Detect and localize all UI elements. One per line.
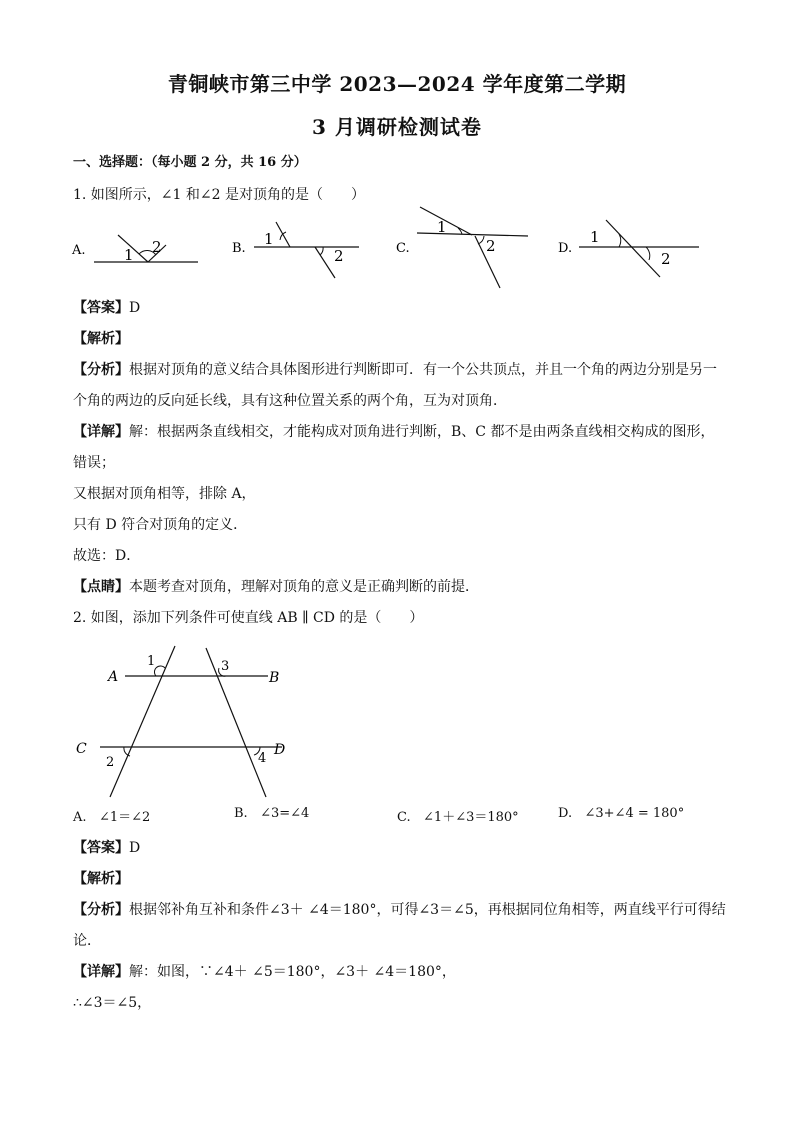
page-subtitle: 3 月调研检测试卷: [312, 115, 482, 139]
question-2-stem: 2. 如图，添加下列条件可使直线 AB ∥ CD 的是（ ）: [73, 610, 424, 626]
q1-d-transversal: [606, 220, 660, 277]
q1-d-label-1: 1: [590, 228, 600, 246]
q1-conclusion: 故选：D．: [73, 548, 141, 564]
q2-option-b: B. ∠3=∠4: [234, 806, 310, 821]
q1-option-a-letter: A.: [72, 243, 86, 258]
q2-analysis-line-1: 【分析】根据邻补角互补和条件∠3＋ ∠4＝180°，可得∠3＝∠5，再根据同位角相等，两直线平行可得结: [73, 902, 726, 918]
label-angle-4: 4: [258, 751, 267, 766]
q1-a-label-1: 1: [124, 246, 134, 264]
q2-answer: 【答案】D: [73, 840, 141, 856]
q1-option-b-letter: B.: [232, 241, 246, 256]
q2-analysis-tag: 【解析】: [73, 871, 129, 887]
q1-analysis-tag: 【解析】: [73, 331, 129, 347]
q2-option-d: D. ∠3+∠4 = 180°: [558, 806, 685, 821]
label-angle-1: 1: [147, 654, 156, 669]
q1-d-label-2: 2: [661, 250, 671, 268]
q1-analysis-line-2: 个角的两边的反向延长线，具有这种位置关系的两个角，互为对顶角．: [73, 393, 507, 409]
q2-analysis-line-2: 论．: [73, 933, 101, 949]
q1-a-label-2: 2: [152, 238, 162, 256]
q2-detail-line-1: 【详解】解：如图，∵∠4＋ ∠5＝180°，∠3＋ ∠4＝180°，: [73, 964, 456, 980]
label-a: A: [108, 669, 119, 685]
right-transversal: [206, 648, 266, 797]
q1-b-ray-lower: [315, 247, 335, 278]
q1-d-arc-2: [646, 247, 650, 260]
label-d: D: [274, 742, 286, 758]
question-2-figure: [70, 640, 310, 805]
q1-detail-line-1: 【详解】解：根据两条直线相交，才能构成对顶角进行判断，B、C 都不是由两条直线相交构成的图形，: [73, 424, 715, 440]
left-transversal: [110, 646, 175, 797]
label-angle-3: 3: [221, 659, 230, 674]
q1-option-c-letter: C.: [396, 241, 410, 256]
q1-c-base-line: [417, 233, 528, 236]
q2-option-c: C. ∠1＋∠3＝180°: [397, 810, 519, 825]
q1-d-arc-1: [619, 234, 621, 247]
q1-detail-line-2: 错误；: [73, 455, 115, 471]
section-heading: 一、选择题：（每小题 2 分，共 16 分）: [73, 155, 307, 170]
q1-answer: 【答案】D: [73, 300, 141, 316]
q1-c-label-1: 1: [437, 218, 447, 236]
q2-option-a: A. ∠1＝∠2: [73, 810, 151, 825]
q1-c-label-2: 2: [486, 237, 496, 255]
q1-b-label-1: 1: [264, 230, 274, 248]
q1-option-d-letter: D.: [558, 241, 573, 256]
q2-detail-line-2: ∴∠3＝∠5，: [73, 995, 152, 1011]
q1-b-arc-2: [320, 247, 323, 255]
page-title: 青铜峡市第三中学 2023—2024 学年度第二学期: [167, 72, 627, 96]
q1-analysis-line-1: 【分析】根据对顶角的意义结合具体图形进行判断即可．有一个公共顶点，并且一个角的两边分别是另一: [73, 362, 717, 378]
angle-1-arc: [154, 666, 165, 676]
q1-detail-line-3: 又根据对顶角相等，排除 A，: [73, 486, 256, 502]
q1-comment: 【点睛】本题考查对顶角，理解对顶角的意义是正确判断的前提．: [73, 579, 479, 595]
label-angle-2: 2: [106, 755, 115, 770]
question-1-stem: 1. 如图所示，∠1 和∠2 是对顶角的是（ ）: [73, 187, 365, 203]
label-b: B: [269, 670, 280, 686]
label-c: C: [76, 741, 87, 757]
q1-detail-line-4: 只有 D 符合对顶角的定义．: [73, 517, 248, 533]
question-1-figures: [60, 200, 740, 295]
q1-b-label-2: 2: [334, 247, 344, 265]
